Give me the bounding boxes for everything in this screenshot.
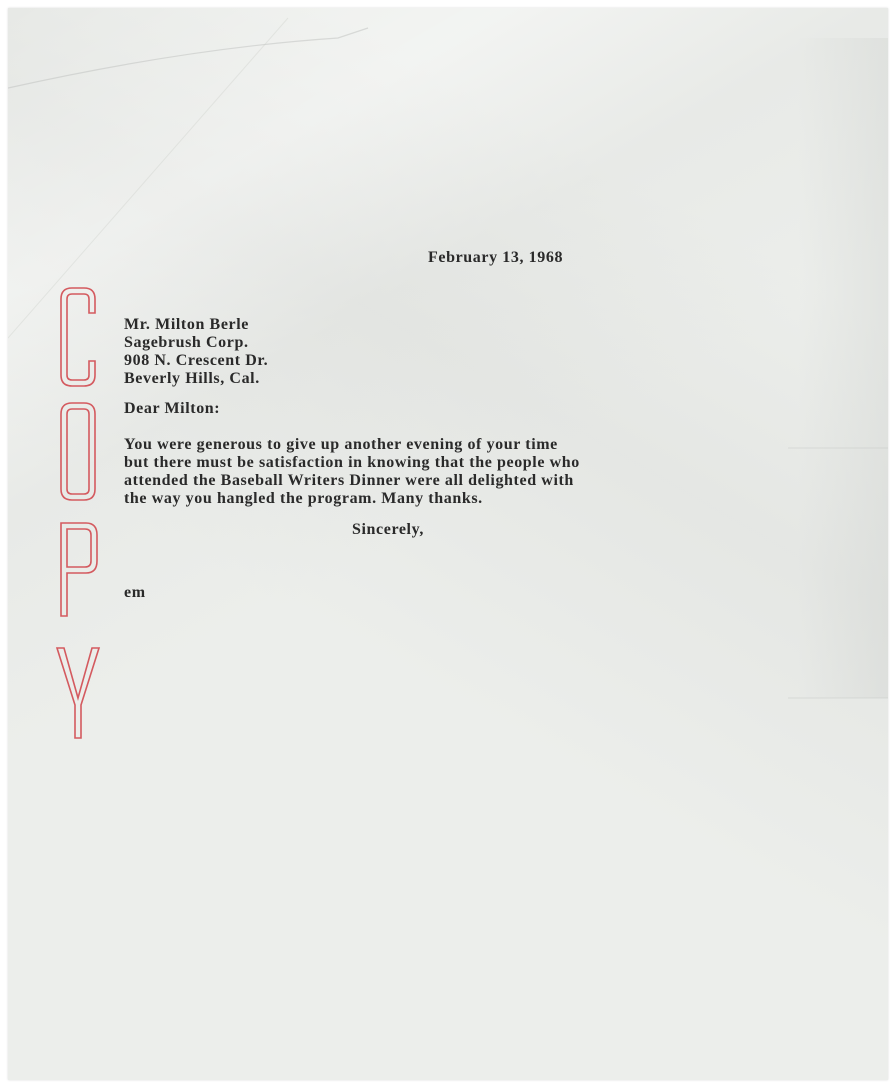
stamp-letter-c: [61, 288, 95, 386]
body-line: attended the Baseball Writers Dinner were all delighted with: [124, 472, 574, 489]
letter-body: [124, 436, 580, 508]
stamp-letter-p: [61, 523, 97, 616]
closing: Sincerely,: [352, 521, 424, 538]
letter-date: February 13, 1968: [428, 249, 564, 266]
address-line: Mr. Milton Berle: [124, 316, 249, 333]
address-line: Sagebrush Corp.: [124, 334, 249, 351]
recipient-address: [124, 316, 268, 388]
address-line: Beverly Hills, Cal.: [124, 370, 260, 387]
typist-initials: em: [124, 584, 146, 601]
address-line: 908 N. Crescent Dr.: [124, 352, 269, 369]
paper-fold-shadow: [798, 38, 888, 698]
body-line: You were generous to give up another evening of your time: [124, 436, 558, 453]
letter-page: [8, 8, 888, 1080]
body-line: the way you hangled the program. Many thanks.: [124, 490, 483, 507]
body-line: but there must be satisfaction in knowing that the people who: [124, 454, 580, 471]
paper-crease: [8, 8, 888, 1080]
stamp-letter-y: [57, 648, 99, 738]
stamp-letter-o: [61, 403, 95, 500]
copy-stamp: [48, 283, 108, 753]
salutation: Dear Milton:: [124, 400, 221, 417]
